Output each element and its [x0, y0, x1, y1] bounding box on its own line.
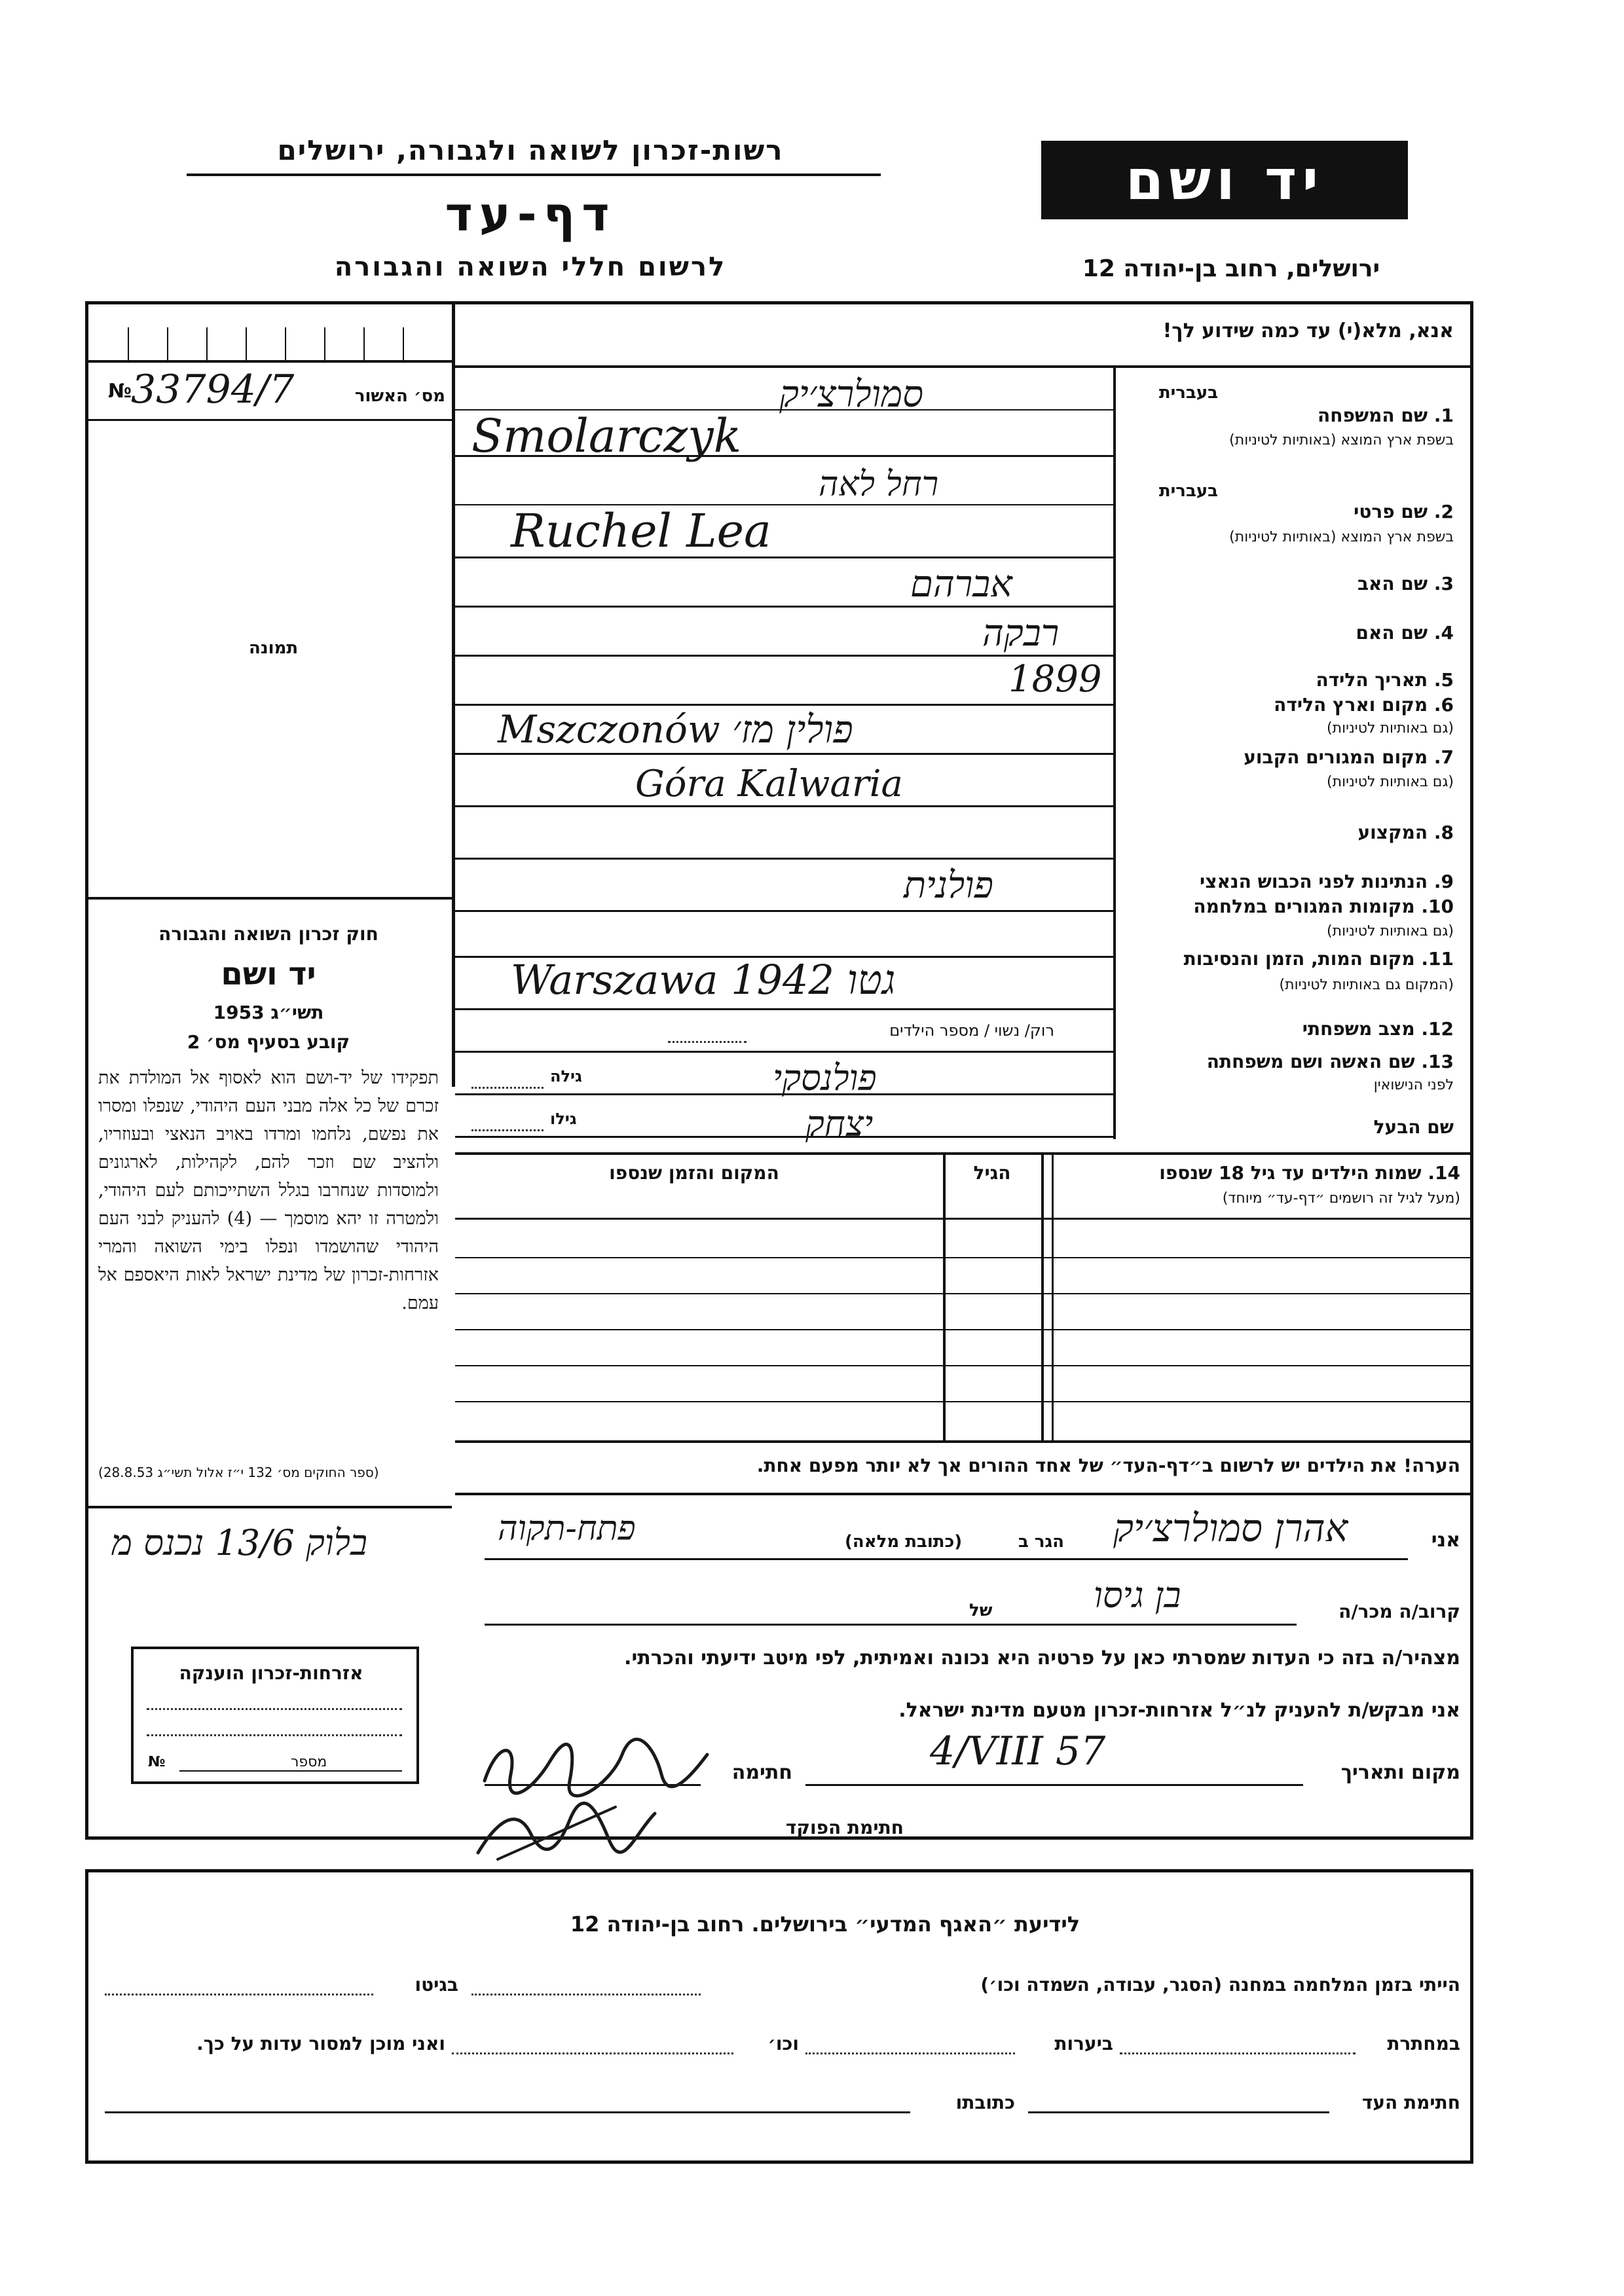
row-sep: [455, 805, 1113, 807]
field-4-label: [1120, 622, 1454, 644]
request-line: אנא, מלא(י) עד כמה שידוע לך!: [1162, 319, 1454, 342]
hw-relation: בן גיסו: [1094, 1575, 1181, 1616]
field-11-title: מקום המות, הזמן והנסיבות: [1183, 948, 1415, 970]
declarant-line1: [485, 1558, 1408, 1560]
grant-request: אני מבקש/ת להעניק לנ״ל אזרחות-זכרון מטעם מדינת ישראל.: [898, 1699, 1460, 1722]
hw-declarant-name: אהרן סמולרצ׳יק: [1113, 1506, 1348, 1550]
husband-age-label: גילו: [550, 1110, 577, 1128]
field-13-sub: לפני הנישואין: [1373, 1077, 1454, 1093]
hw-declarant-addr: פתח-תקוה: [498, 1509, 636, 1548]
field-7-title: מקום המגורים הקבוע: [1244, 746, 1428, 768]
field-8-num: 8.: [1433, 822, 1454, 843]
grant-box: [131, 1647, 419, 1784]
law-title: חוק זכרון השואה והגבורה: [158, 923, 378, 945]
law-name: יד ושם: [221, 956, 316, 993]
children-row: [455, 1218, 1473, 1220]
declarant-of: של: [969, 1601, 993, 1620]
bottom-line3-b: כתובתו: [955, 2092, 1015, 2113]
reg-number: 33794/7: [131, 367, 295, 412]
children-num: 14.: [1428, 1162, 1460, 1184]
hw-surname-hebrew: סמולרצ׳יק: [779, 373, 924, 416]
row-sep: [455, 655, 1113, 657]
field-11-sub: (המקום גם באותיות לטיניות): [1279, 977, 1454, 993]
field-2-sub1: בעברית: [1158, 481, 1218, 501]
children-row: [455, 1329, 1473, 1330]
reg-number-boxes: [88, 327, 452, 363]
field-8-title: המקצוע: [1357, 822, 1428, 843]
field-11-num: 11.: [1421, 948, 1454, 970]
signature-label: חתימה: [731, 1761, 792, 1784]
request-underline: [452, 365, 1473, 368]
bottom-heading: לידיעת ״האגף המדעי״ בירושלים. רחוב בן-יהודה 12: [570, 1912, 1080, 1937]
hw-surname-latin: Smolarczyk: [471, 409, 742, 463]
grant-number-label: מספר: [291, 1754, 327, 1770]
law-year: תשי״ג 1953: [213, 1002, 324, 1023]
hw-mother: רבקה: [982, 612, 1060, 655]
note-bottom: [455, 1493, 1473, 1495]
declarant-addr-label: (כתובת מלאה): [845, 1532, 963, 1552]
row-sep: [455, 606, 1113, 608]
hw-birthplace: Mszczonów פולין מז׳: [498, 707, 853, 752]
field-13-title: שם האשה ושם משפחתה: [1206, 1051, 1415, 1072]
grant-box-title: אזרחות-זכרון הוענקה: [179, 1662, 363, 1684]
children-col-a: [943, 1152, 946, 1440]
field-4-num: 4.: [1433, 622, 1454, 644]
document-subtitle: לרשום חללי השואה והגבורה: [334, 252, 727, 282]
place-date-line: [805, 1784, 1303, 1786]
photo-label: תמונה: [249, 638, 299, 658]
grant-dots-1: [147, 1708, 402, 1710]
hw-birthdate: 1899: [1008, 658, 1102, 701]
wife-age-dots: [471, 1087, 544, 1089]
place-date-label: מקום ותאריך: [1340, 1761, 1460, 1784]
field-5-label: [1120, 669, 1454, 691]
bottom-line3-line-a: [1028, 2111, 1329, 2113]
field-1-label: [1231, 405, 1454, 426]
reg-underline: [88, 419, 452, 421]
row-sep: [455, 1051, 1113, 1053]
hw-husband-name: יצחק: [805, 1103, 874, 1144]
field-10-title: מקומות המגורים במלחמה: [1193, 896, 1415, 917]
bottom-line2-dots-a: [1120, 2052, 1356, 2054]
declarant-lives: הגר ב: [1018, 1532, 1065, 1552]
field-4-title: שם האם: [1356, 622, 1428, 644]
field-1-sub2: בשפת ארץ המוצא (באותיות לטיניות): [1229, 432, 1454, 448]
declarant-i: אני: [1431, 1529, 1460, 1552]
label-column-divider: [1113, 367, 1116, 1139]
field-6-title: מקום וארץ הלידה: [1274, 694, 1428, 716]
bottom-line2-b: ביערות: [1054, 2033, 1113, 2054]
hw-father: אברהם: [910, 563, 1012, 606]
bottom-line2-c: וכו׳: [767, 2033, 799, 2054]
children-col-place: המקום והזמן שנספו: [609, 1162, 779, 1184]
photo-bottom: [88, 897, 452, 900]
bottom-line3-line-b: [105, 2111, 910, 2113]
marital-dots: [668, 1041, 747, 1043]
children-title: שמות הילדים עד גיל 18 שנספו: [1159, 1162, 1422, 1184]
bottom-line2-dots-b: [805, 2052, 1015, 2054]
field-1-title: שם המשפחה: [1318, 405, 1428, 426]
bottom-line1: הייתי בזמן המלחמה במחנה (הסגר, עבודה, השמדה וכו׳): [980, 1974, 1460, 1995]
field-6-label: [1120, 694, 1454, 716]
field-12-title: מצב משפחתי: [1302, 1018, 1415, 1040]
field-10-label: [1120, 896, 1454, 917]
field-2-num: 2.: [1433, 501, 1454, 522]
bottom-line1-dots2: [105, 1994, 373, 1995]
reg-prefix: №: [108, 380, 132, 403]
law-body: תפקידו של יד-ושם הוא לאסוף אל המולדת את זכרם של כל אלה מבני העם היהודי, שנפלו ומסרו את נפשם, נלחמו ומרדו באויב הנאצי ובעוזריו, ולהציב שם וזכר להם, לקהילות, לארגונים ולמוסדות שנחרבו בגלל השתייכותם לעם היהודי, ולמטרה זו יהא מוסמך — (4) להעניק לבני העם היהודי שהושמדו ונפלו בימי השואה והמרי אזרחות-זכרון של מדינת ישראל לאות היאספם אל עמם.: [98, 1068, 439, 1313]
field-13-label: [1120, 1051, 1454, 1072]
field-6-sub: (גם באותיות לטיניות): [1327, 720, 1454, 737]
children-row: [455, 1293, 1473, 1294]
children-sub: (מעל לגיל זה רושמים ״דף-עד״ מיוחד): [1222, 1190, 1460, 1207]
grant-no: №: [148, 1754, 166, 1770]
field-6-num: 6.: [1433, 694, 1454, 716]
officer-signature: [458, 1794, 674, 1866]
row-sep: [455, 858, 1113, 860]
row-sep: [455, 1008, 1113, 1010]
row-sep: [455, 753, 1113, 755]
children-row: [455, 1257, 1473, 1258]
law-box-bottom: [88, 1506, 452, 1508]
field-7-label: [1120, 746, 1454, 768]
row-sep: [455, 704, 1113, 706]
grant-dots-2: [147, 1734, 402, 1736]
hw-place-date: 4/VIII 57: [930, 1728, 1106, 1774]
children-top: [455, 1152, 1473, 1155]
field-3-num: 3.: [1433, 573, 1454, 594]
bottom-line1-end: בגיטו: [415, 1974, 458, 1995]
wife-age-label: גילה: [550, 1067, 582, 1085]
children-row: [455, 1401, 1473, 1402]
field-7-sub: (גם באותיות לטיניות): [1327, 774, 1454, 790]
bottom-line2-d: ואני מוכן למסור עדות על כך.: [196, 2033, 445, 2054]
marital-printed: רוק/ נשוי / מספר הילדים: [889, 1021, 1054, 1040]
field-2-label: [1231, 501, 1454, 522]
logo: [1041, 141, 1408, 219]
margin-note: בלוק 13/6 נכנס מ: [111, 1522, 368, 1563]
law-ref: (ספר החוקים מס׳ 132 י״ז אלול תשי״ג 28.8.53): [98, 1465, 379, 1480]
children-col-age: הגיל: [973, 1162, 1011, 1184]
row-sep: [455, 1136, 1113, 1138]
children-label: [1061, 1162, 1460, 1184]
hw-nationality: פולנית: [904, 864, 993, 907]
hw-death-place: Warszawa גטו 1942: [511, 956, 896, 1004]
field-10-num: 10.: [1421, 896, 1454, 917]
declarant-signature: [471, 1735, 720, 1800]
hw-firstname-latin: Ruchel Lea: [511, 504, 771, 558]
field-12-num: 12.: [1421, 1018, 1454, 1040]
bottom-line2-dots-c: [452, 2052, 733, 2054]
hw-residence: Góra Kalwaria: [635, 763, 903, 805]
field-2-sub2: בשפת ארץ המוצא (באותיות לטיניות): [1229, 529, 1454, 545]
field-8-label: [1120, 822, 1454, 843]
hw-wife-name: פולנסקי: [773, 1057, 877, 1099]
field-13-num: 13.: [1421, 1051, 1454, 1072]
declaration: מצהיר/ה בזה כי העדות שמסרתי כאן על פרטיה היא נכונה ואמיתית, לפי מיטב ידיעתי והכרתי.: [624, 1647, 1460, 1669]
declarant-line2: [485, 1624, 1297, 1626]
row-sep: [455, 910, 1113, 912]
declarant-relation: קרוב/ה מכר/ה: [1338, 1601, 1460, 1622]
logo-text: יד ושם: [1125, 148, 1324, 212]
field-2-title: שם פרטי: [1354, 501, 1428, 522]
field-9-label: [1120, 871, 1454, 892]
field-5-title: תאריך הלידה: [1316, 669, 1428, 691]
field-1-sub1: בעברית: [1158, 383, 1218, 403]
bottom-line1-dots: [471, 1994, 701, 1995]
note: הערה! את הילדים יש לרשום ב״דף-העד״ של אחד ההורים אך לא יותר מפעם אחת.: [756, 1455, 1460, 1476]
field-5-num: 5.: [1433, 669, 1454, 691]
children-bottom: [455, 1440, 1473, 1443]
children-row: [455, 1365, 1473, 1366]
address: ירושלים, רחוב בן-יהודה 12: [1082, 255, 1380, 282]
field-3-label: [1120, 573, 1454, 594]
field-1-num: 1.: [1433, 405, 1454, 426]
document-title: דף-עד: [445, 187, 616, 242]
reg-label: מס׳ האשור: [354, 386, 445, 406]
field-7-num: 7.: [1433, 746, 1454, 768]
children-col-c: [1052, 1152, 1054, 1440]
husband-age-dots: [471, 1129, 544, 1131]
children-col-b: [1041, 1152, 1044, 1440]
org-underline: [187, 173, 881, 176]
hw-firstname-hebrew: רחל לאה: [819, 465, 939, 504]
bottom-line2-a: במחתרת: [1387, 2033, 1460, 2054]
field-11-label: [1120, 948, 1454, 970]
officer-label: חתימת הפוקד: [785, 1817, 904, 1838]
org-line: רשות-זכרון לשואה ולגבורה, ירושלים: [277, 134, 784, 166]
law-section: קובע בסעיף מס׳ 2: [187, 1031, 350, 1053]
grant-number-line: [179, 1770, 402, 1772]
left-column-divider: [452, 301, 455, 1087]
field-10-sub: (גם באותיות לטיניות): [1327, 923, 1454, 939]
bottom-line3-a: חתימת העד: [1361, 2092, 1460, 2113]
field-12-label: [1120, 1018, 1454, 1040]
field-3-title: שם האב: [1357, 573, 1428, 594]
field-9-num: 9.: [1433, 871, 1454, 892]
field-9-title: הנתינות לפני הכבוש הנאצי: [1200, 871, 1428, 892]
husband-label: שם הבעל: [1373, 1116, 1454, 1138]
